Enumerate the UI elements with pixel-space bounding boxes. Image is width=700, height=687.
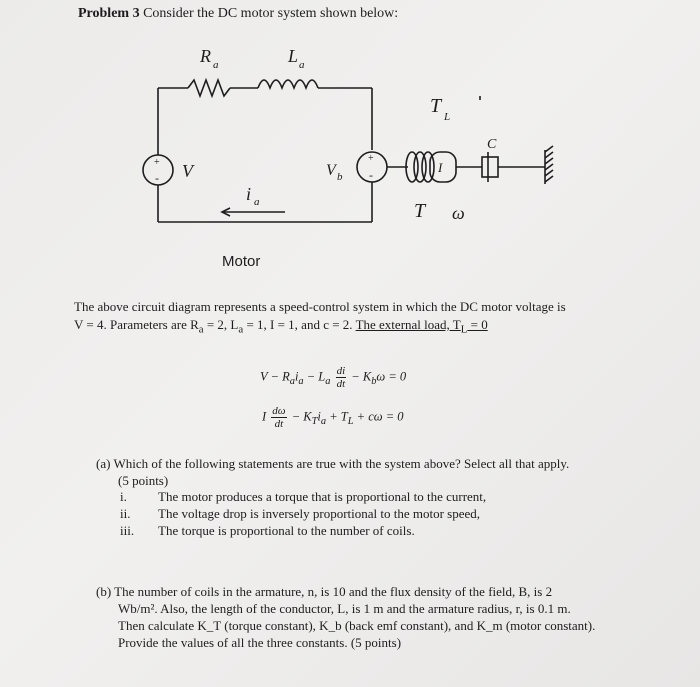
label-vb: V: [326, 162, 336, 179]
list-item: i. The motor produces a torque that is proportional to the current,: [120, 489, 487, 504]
fraction-domega-dt: $\frac{d\omega}{dt}$: [272, 405, 286, 430]
label-c: C: [487, 137, 497, 152]
diagram-caption: Motor: [222, 253, 261, 270]
equation-mechanical: I $\frac{d\omega}{dt}$ − $K_Ti_a + T_L + c\omega = 0$: [262, 405, 404, 430]
problem-text: Consider the DC motor system shown below:: [143, 6, 399, 21]
label-t: T: [414, 200, 426, 222]
label-tl: T: [430, 95, 442, 117]
list-item: iii. The torque is proportional to the number of coils.: [120, 523, 415, 538]
label-inertia-i: I: [438, 160, 443, 175]
dc-motor-circuit-diagram: [0, 0, 700, 300]
label-omega: ω: [452, 203, 465, 223]
equation-electrical: $V - R_ai_a - L_a$ $\frac{di}{dt}$ − $K_b\omega = 0$: [260, 365, 407, 390]
fraction-di-dt: $\frac{di}{dt}$: [336, 365, 346, 390]
inductor-la: [258, 80, 318, 88]
label-ra: R: [200, 46, 211, 66]
vb-minus-sign: -: [369, 168, 373, 182]
vb-plus-sign: +: [368, 153, 374, 164]
label-la-sub: a: [299, 59, 305, 71]
label-ia-sub: a: [254, 196, 260, 208]
label-ra-sub: a: [213, 59, 219, 71]
label-v: V: [182, 161, 193, 181]
question-b-line-2: Wb/m². Also, the length of the conductor, L, is 1 m and the armature radius, r, is 0.1 m.: [118, 601, 571, 616]
v-minus-sign: -: [155, 171, 159, 185]
question-b-line-4: Provide the values of all the three constants. (5 points): [118, 635, 402, 650]
question-b-line-1: (b) The number of coils in the armature, n, is 10 and the flux density of the field, B, is 2: [96, 584, 553, 599]
question-b-line-3: Then calculate K_T (torque constant), K_b (back emf constant), and K_m (motor constant).: [118, 618, 596, 633]
damper-c: [482, 157, 498, 177]
question-b: [96, 583, 636, 651]
resistor-ra: [188, 80, 230, 96]
label-tl-sub: L: [444, 111, 451, 123]
external-load-note: The external load, $T_L = 0$: [355, 317, 488, 336]
question-a-text: (a) Which of the following statements are true with the system above? Select all that apply.: [96, 456, 570, 471]
question-a: [96, 455, 656, 489]
list-item: ii. The voltage drop is inversely proportional to the motor speed,: [120, 506, 481, 521]
v-plus-sign: +: [154, 157, 160, 168]
question-a-options: [120, 488, 486, 539]
question-a-points: (5 points): [118, 473, 169, 488]
label-la: L: [288, 46, 299, 66]
label-vb-sub: b: [337, 171, 343, 183]
description-line-2: V = 4. Parameters are $R_a = 2$, $L_a = 1$, I = 1, and c = 2. The external load, $T_L = 0$: [74, 317, 488, 336]
problem-description: [74, 298, 634, 339]
problem-label: Problem 3: [78, 6, 140, 21]
label-ia: i: [246, 184, 252, 204]
description-line-1: The above circuit diagram represents a speed-control system in which the DC motor voltage is: [74, 299, 566, 314]
